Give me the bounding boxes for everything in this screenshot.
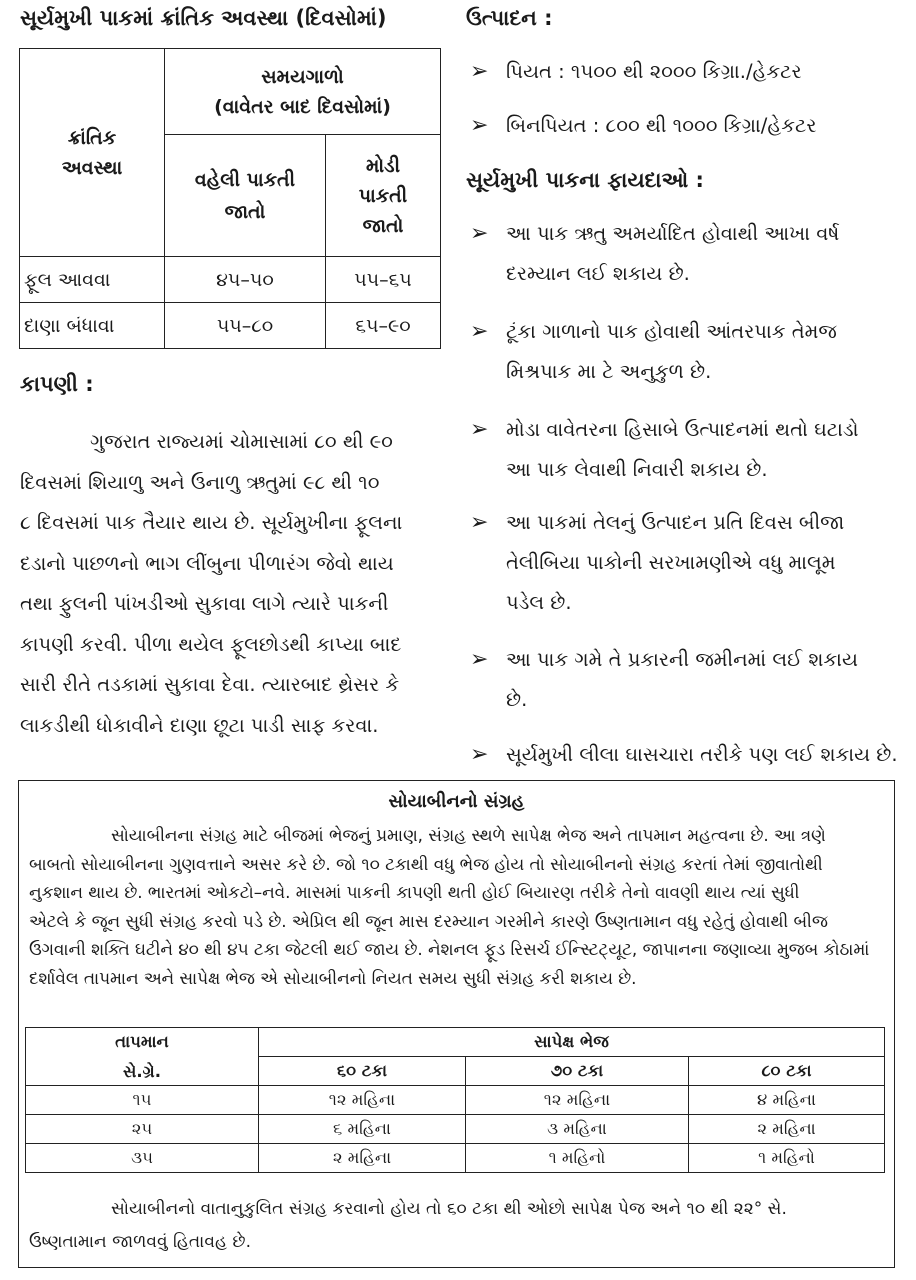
- yield-heading: ઉત્પાદન :: [466, 6, 553, 30]
- soybean-paragraph: સોયાબીનના સંગ્રહ માટે બીજમાં ભેજનું પ્રમાણ, સંગ્રહ સ્થળે સાપેક્ષ ભેજ અને તાપમાન મહત્વના છે. આ ત્રણે બાબતો સોયાબીનના ગુણવત્તાને અસર કરે છે. જો ૧૦ ટકાથી વધુ ભેજ હોય તો સોયાબીનનો સંગ્રહ કરતાં તેમાં જીવાતોથી નુકશાન થાય છે. ભારતમાં ઓકટો–નવે. માસમાં પાકની કાપણી થતી હોઈ બિયારણ તરીકે તેનો વાવણી થાય ત્યાં સુધી એટલે કે જૂન સુધી સંગ્રહ કરવો પડે છે. એપ્રિલ થી જૂન માસ દરમ્યાન ગરમીને કારણે ઉષ્ણતામાન વધુ રહેતું હોવાથી બીજ ઉગવાની શક્તિ ઘટીને ૪૦ થી ૪૫ ટકા જેટલી થઈ જાય છે. નેશનલ ફૂડ રિસર્ચ ઈન્સ્ટિટ્યૂટ, જાપાનના જણાવ્યા મુજબ કોઠામાં દર્શાવેલ તાપમાન અને સાપેક્ષ ભેજ એ સોયાબીનનો નિયત સમય સુધી સંગ્રહ કરી શકાય છે.: [29, 825, 870, 988]
- arrow-bullet-icon: ➢: [470, 742, 489, 767]
- harvest-heading: કાપણી :: [20, 372, 94, 396]
- arrow-bullet-icon: ➢: [470, 221, 489, 246]
- arrow-bullet-icon: ➢: [470, 319, 489, 344]
- early-varieties-header: વહેલી પાકતી જાતો: [165, 135, 326, 257]
- table-row: ફૂલ આવવા ૪૫–૫૦ ૫૫–૬૫: [20, 257, 441, 303]
- table-row: દાણા બંધાવા ૫૫–૮૦ ૬૫–૯૦: [20, 303, 441, 349]
- soybean-footer: સોયાબીનનો વાતાનુકુલિત સંગ્રહ કરવાનો હોય તો ૬૦ ટકા થી ઓછો સાપેક્ષ પેજ અને ૧૦ થી ૨૨° સે. ઉષ્ણતામાન જાળવવું હિતાવહ છે.: [29, 1199, 787, 1252]
- table-row: ૨૫ ૬ મહિના ૩ મહિના ૨ મહિના: [26, 1115, 885, 1144]
- arrow-bullet-icon: ➢: [470, 113, 489, 138]
- table-row: ૩૫ ૨ મહિના ૧ મહિનો ૧ મહિનો: [26, 1144, 885, 1173]
- storage-table: [25, 1027, 885, 1173]
- temp-header: તાપમાન સે.ગ્રે.: [26, 1028, 259, 1086]
- table-row: ૧૫ ૧૨ મહિના ૧૨ મહિના ૪ મહિના: [26, 1086, 885, 1115]
- arrow-bullet-icon: ➢: [470, 417, 489, 442]
- rh-header: સાપેક્ષ ભેજ: [259, 1028, 885, 1057]
- rh-col-60: ૬૦ ટકા: [259, 1057, 466, 1086]
- arrow-bullet-icon: ➢: [470, 510, 489, 535]
- stage-heading: સૂર્યમુખી પાકમાં ક્રાંતિક અવસ્થા (દિવસોમાં): [20, 6, 387, 30]
- late-varieties-header: મોડી પાકતી જાતો: [326, 135, 441, 257]
- rh-col-80: ૮૦ ટકા: [689, 1057, 885, 1086]
- stage-table: [19, 48, 441, 349]
- benefits-heading: સૂર્યમુખી પાકના ફાયદાઓ :: [466, 168, 704, 192]
- period-header: સમયગાળો (વાવેતર બાદ દિવસોમાં): [165, 49, 441, 135]
- box-title: સોયાબીનનો સંગ્રહ: [388, 791, 525, 812]
- soybean-storage-box: [18, 780, 895, 1268]
- arrow-bullet-icon: ➢: [470, 647, 489, 672]
- arrow-bullet-icon: ➢: [470, 59, 489, 84]
- harvest-paragraph: ગુજરાત રાજ્યમાં ચોમાસામાં ૮૦ થી ૯૦ દિવસમાં શિયાળુ અને ઉનાળુ ઋતુમાં ૯૮ થી ૧૦ ૮ દિવસમાં પાક તૈયાર થાય છે. સૂર્યમુખીના ફૂલના દડાનો પાછળનો ભાગ લીંબુના પીળારંગ જેવો થાય તથા ફુલની પાંખડીઓ સુકાવા લાગે ત્યારે પાકની કાપણી કરવી. પીળા થયેલ ફૂલછોડથી કાપ્યા બાદ સારી રીતે તડકામાં સુકાવા દેવા. ત્યારબાદ થ્રેસર કે લાકડીથી ધોકાવીને દાણા છૂટા પાડી સાફ કરવા.: [20, 430, 403, 737]
- stage-col-header: ક્રાંતિક અવસ્થા: [20, 49, 165, 257]
- rh-col-70: ૭૦ ટકા: [466, 1057, 689, 1086]
